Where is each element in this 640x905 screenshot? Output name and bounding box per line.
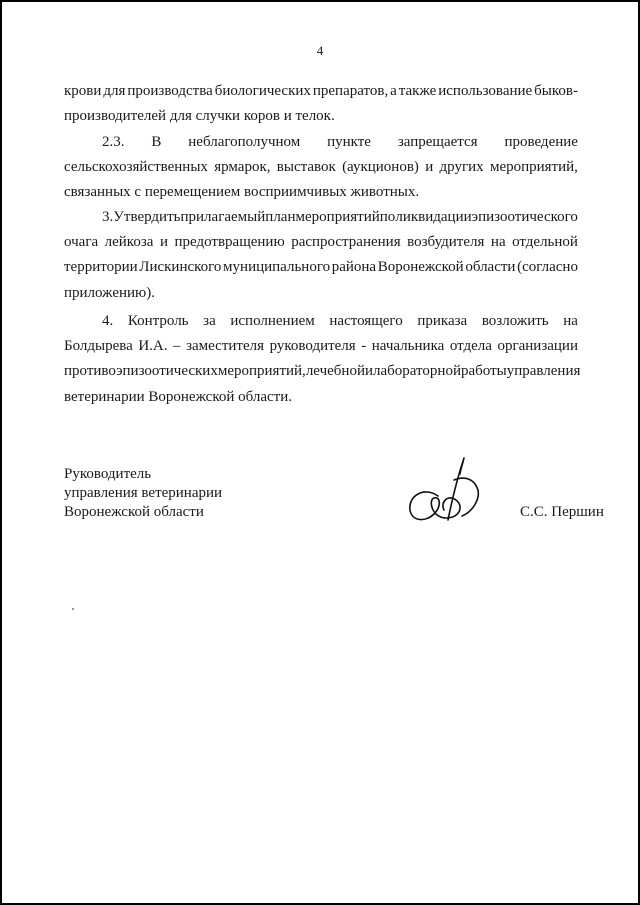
word: пункте (327, 134, 371, 150)
word: и (159, 234, 168, 250)
word: проведение (504, 134, 578, 150)
word: а (390, 83, 397, 99)
word: организации (497, 338, 578, 354)
text-line-2: производителей для случки коров и телок. (64, 108, 335, 124)
word: на (563, 313, 578, 329)
word: 4. (102, 313, 114, 329)
word: области (465, 259, 516, 275)
word: других (439, 159, 484, 175)
word: (аукционов) (342, 159, 419, 175)
word: муниципального (223, 259, 331, 275)
word: начальника (371, 338, 445, 354)
word: руководителя (269, 338, 356, 354)
word: биологических (214, 83, 311, 99)
word: также (398, 83, 437, 99)
text-line-6 (102, 210, 578, 225)
word: распространения (291, 234, 401, 250)
word: В (151, 134, 162, 150)
word: план (265, 209, 296, 225)
text-line-11 (64, 339, 578, 354)
word: Болдырева (64, 338, 133, 354)
text-line-9: приложению). (64, 285, 155, 301)
word: работы (460, 363, 507, 379)
word: Утвердить (113, 209, 181, 225)
word: мероприятий, (217, 363, 306, 379)
word: крови (64, 83, 102, 99)
word: Контроль (127, 313, 189, 329)
word: предотвращению (174, 234, 285, 250)
word: сельскохозяйственных (64, 159, 208, 175)
word: Воронежской (377, 259, 464, 275)
word: по (379, 209, 396, 225)
text-line-13: ветеринарии Воронежской области. (64, 389, 293, 405)
word: территории (64, 259, 138, 275)
word: настоящего (329, 313, 403, 329)
text-line-10 (102, 314, 578, 329)
word: на (490, 234, 506, 250)
page-number: 4 (316, 43, 324, 58)
word: и (364, 363, 374, 379)
word: управления (506, 363, 581, 379)
word: возбудителя (407, 234, 485, 250)
word: И.А. (138, 338, 168, 354)
word: приказа (417, 313, 468, 329)
word: мероприятий (295, 209, 380, 225)
text-line-5: связанных с перемещением восприимчивых животных. (64, 184, 420, 200)
word: использование (438, 83, 533, 99)
word: запрещается (397, 134, 478, 150)
word: быков- (534, 83, 578, 99)
word: - (361, 338, 367, 354)
signatory-name: С.С. Першин (520, 504, 604, 520)
signatory-title-line-2: управления ветеринарии (64, 485, 223, 501)
word: противоэпизоотических (64, 363, 218, 379)
word: ликвидации (395, 209, 472, 225)
word: мероприятий, (489, 159, 578, 175)
word: производства (127, 83, 213, 99)
word: – (173, 338, 181, 354)
word: района (331, 259, 377, 275)
text-line-7 (64, 235, 578, 250)
word: исполнением (230, 313, 315, 329)
word: Лискинского (139, 259, 222, 275)
word: заместителя (186, 338, 265, 354)
scan-speck (72, 608, 74, 610)
word: для (103, 83, 126, 99)
word: отдела (449, 338, 492, 354)
text-line-12 (64, 363, 581, 379)
signatory-title-line-3: Воронежской области (64, 504, 204, 520)
word: прилагаемый (180, 209, 266, 225)
word: за (203, 313, 216, 329)
word: лейкоза (104, 234, 154, 250)
word: 2.3. (102, 134, 125, 150)
word: препаратов, (312, 83, 389, 99)
word: выставок (276, 159, 336, 175)
handwritten-signature (402, 452, 482, 528)
text-line-8 (64, 260, 578, 275)
word: и (425, 159, 434, 175)
text-line-1 (64, 84, 578, 99)
word: лечебной (305, 363, 365, 379)
word: ярмарок, (214, 159, 271, 175)
word: лабораторной (373, 363, 461, 379)
word: эпизоотического (471, 209, 578, 225)
word: 3. (102, 209, 114, 225)
word: неблагополучном (188, 134, 301, 150)
word: возложить (481, 313, 549, 329)
text-line-3 (102, 135, 578, 150)
word: отдельной (512, 234, 578, 250)
word: очага (64, 234, 99, 250)
word: (согласно (517, 259, 578, 275)
text-line-4 (64, 160, 578, 175)
signatory-title-line-1: Руководитель (64, 466, 152, 482)
